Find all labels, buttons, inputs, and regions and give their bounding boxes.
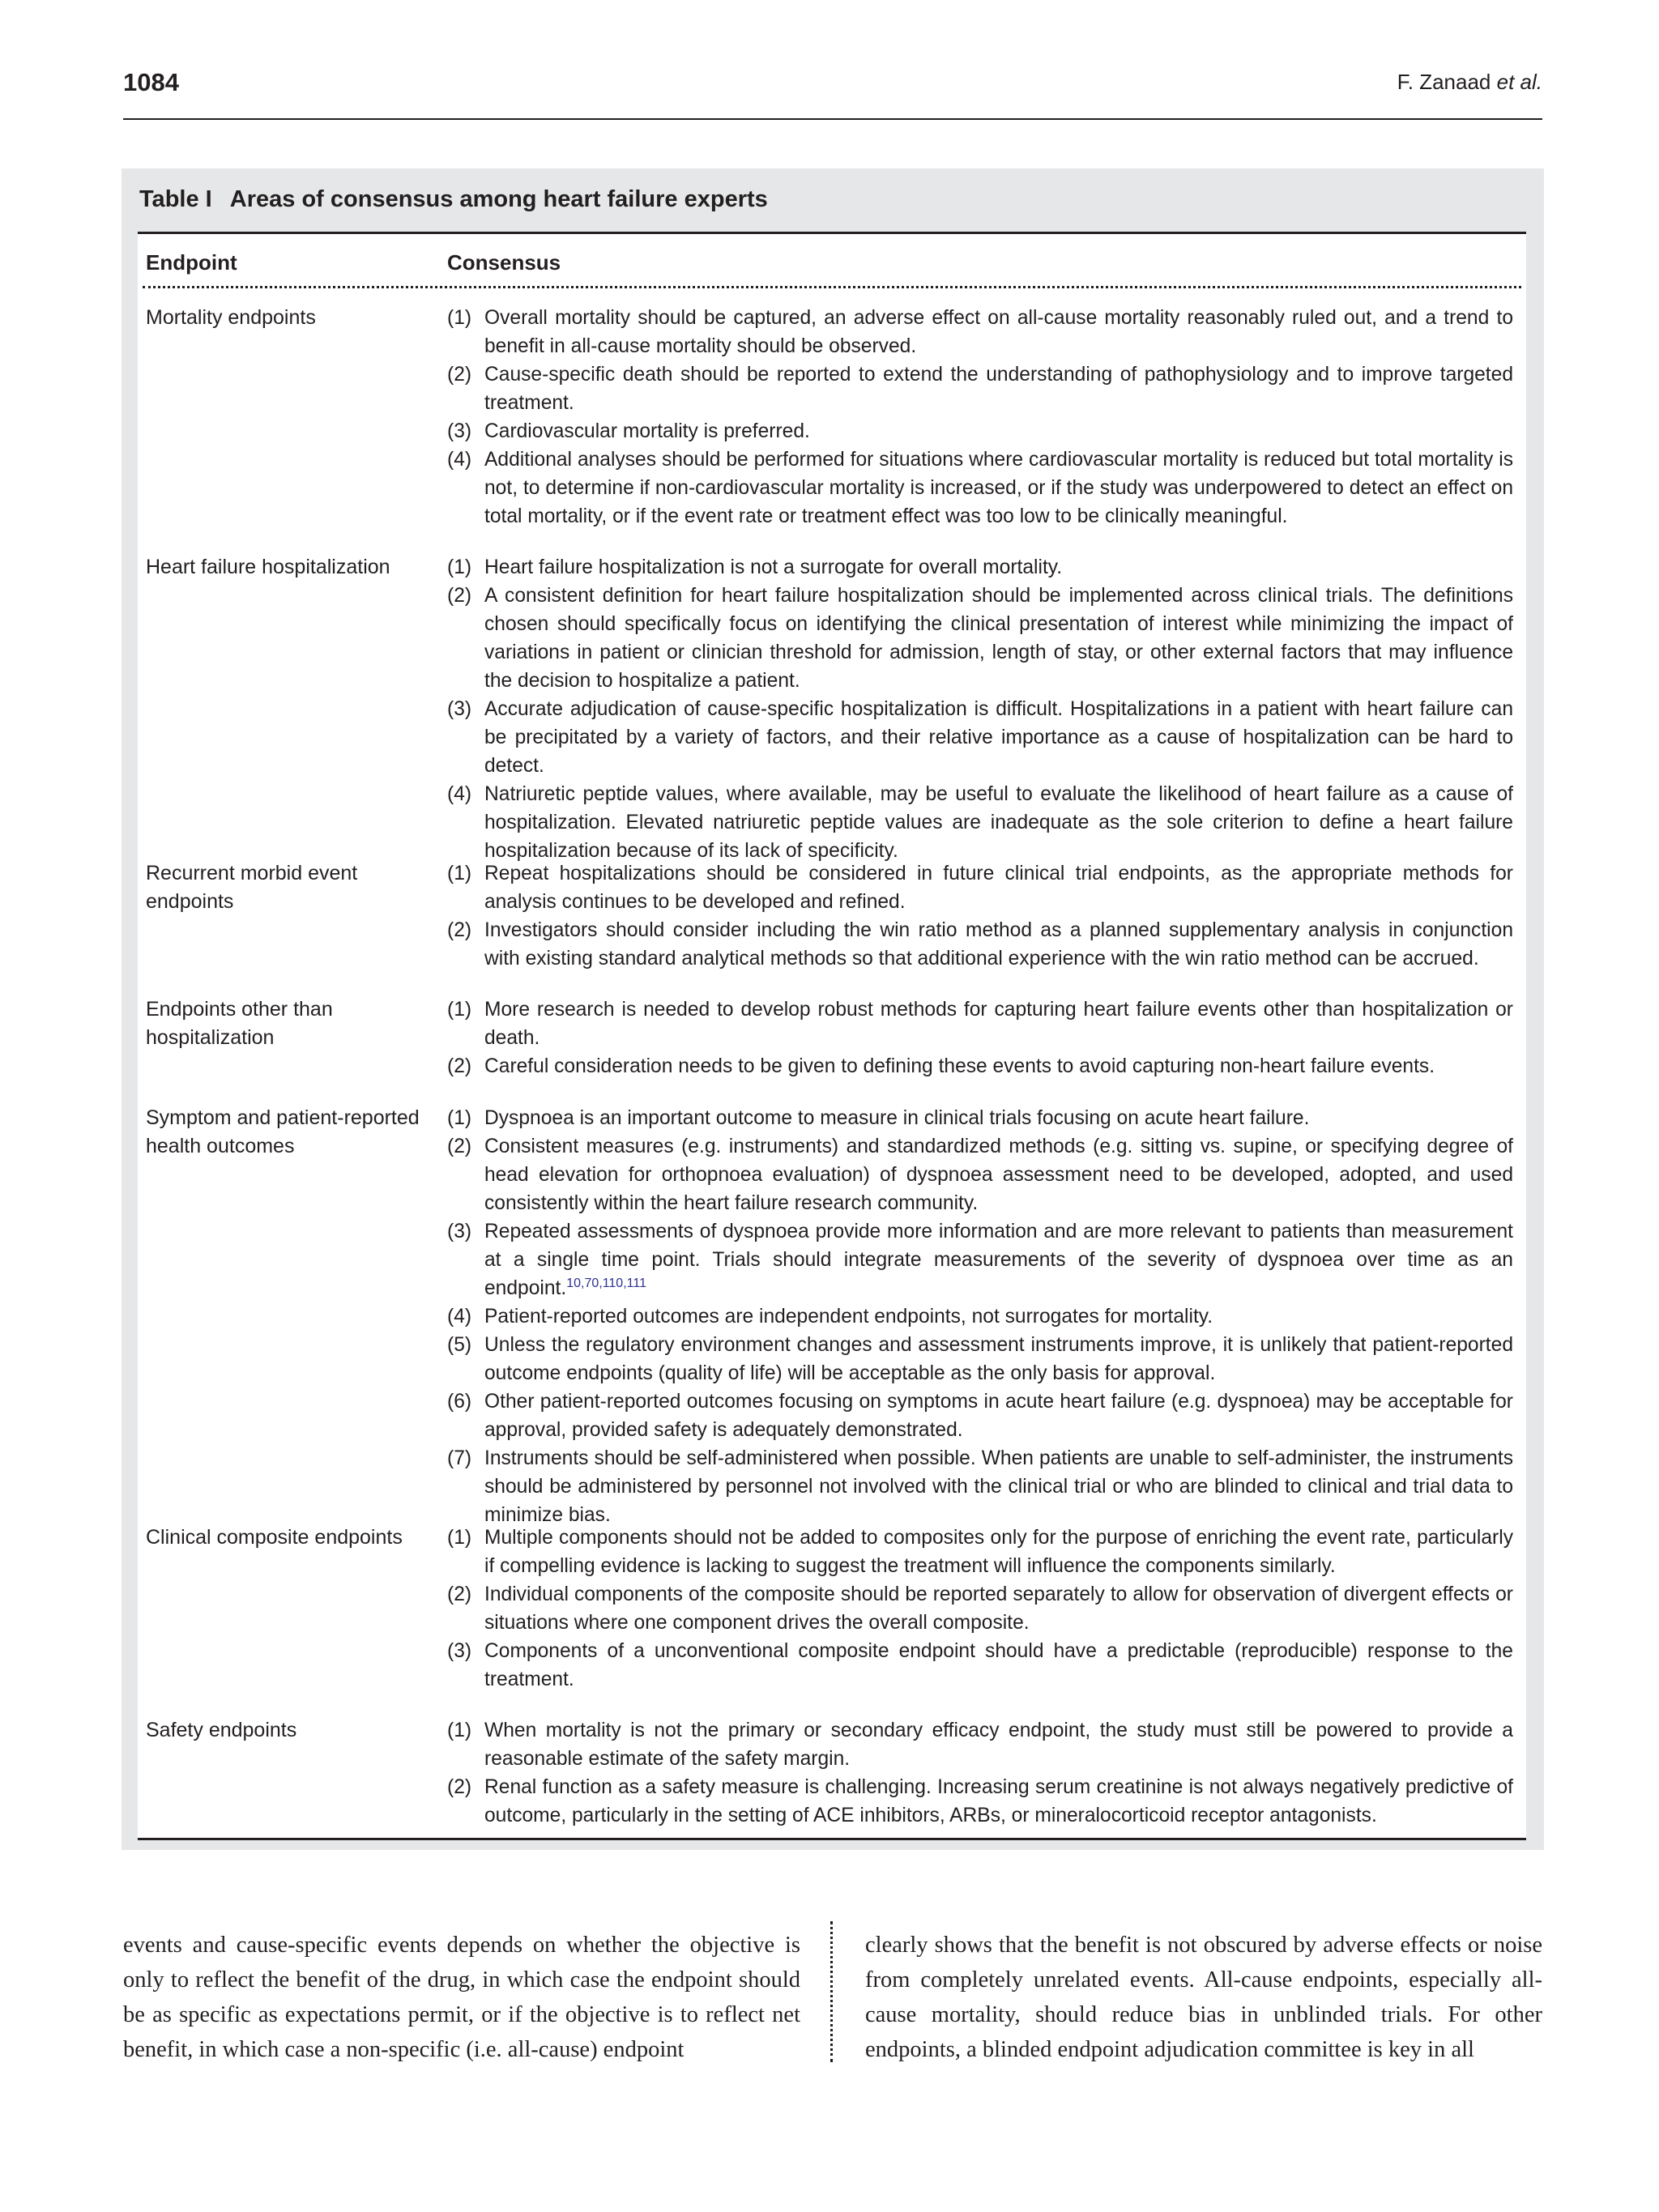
endpoint-label: Mortality endpoints: [146, 306, 316, 329]
consensus-item: (2) Investigators should consider including the win ratio method as a planned supplementary analysis in conjunction with existing standard analytical methods so that additional experience with the win ratio method can be accrued.: [447, 919, 1513, 970]
consensus-table: [138, 232, 1526, 1840]
endpoint-label: Clinical composite endpoints: [146, 1526, 403, 1549]
consensus-list: [447, 1524, 1513, 1694]
consensus-item: (3) Accurate adjudication of cause-specific hospitalization is difficult. Hospitalizations in a patient with heart failure can be precipitated by a variety of factors, and their relative importance as a cause of hospitalization can be hard to detect.: [447, 698, 1513, 777]
consensus-item: (1) Overall mortality should be captured, an adverse effect on all-cause mortality reasonably ruled out, and a trend to benefit in all-cause mortality should be observed.: [447, 307, 1513, 357]
consensus-list: [447, 1104, 1513, 1529]
consensus-item: (3) Cardiovascular mortality is preferred.: [447, 420, 810, 442]
endpoint-label: Recurrent morbid event endpoints: [146, 862, 358, 913]
consensus-item: (4) Patient-reported outcomes are independent endpoints, not surrogates for mortality.: [447, 1306, 1213, 1328]
consensus-item: (2) Consistent measures (e.g. instruments) and standardized methods (e.g. sitting vs. supine, or specifying degree of head elevation for orthopnoea evaluation) of dyspnoea assessment need to be developed, adopted, and used consistently within the heart failure research community.: [447, 1136, 1513, 1214]
table-caption: [139, 186, 768, 213]
consensus-list: [447, 1716, 1513, 1830]
consensus-list: [447, 553, 1513, 865]
consensus-item: (1) Dyspnoea is an important outcome to measure in clinical trials focusing on acute heart failure.: [447, 1107, 1310, 1129]
endpoint-label: Symptom and patient-reported health outcomes: [146, 1106, 420, 1157]
endpoint-label: Endpoints other than hospitalization: [146, 998, 333, 1049]
consensus-item: (1) When mortality is not the primary or secondary efficacy endpoint, the study must still be powered to provide a reasonable estimate of the safety margin.: [447, 1720, 1513, 1770]
running-head-et-al: et al.: [1496, 70, 1542, 94]
endpoint-label: Heart failure hospitalization: [146, 556, 390, 578]
table-panel: [122, 168, 1544, 1850]
column-divider: [830, 1921, 833, 2062]
running-head: [1397, 70, 1542, 95]
page-header: [123, 68, 1542, 120]
reference-citation[interactable]: 10,70,110,111: [566, 1276, 646, 1290]
header-dotted-rule: [143, 286, 1521, 288]
endpoint-label: Safety endpoints: [146, 1719, 297, 1741]
consensus-item: (7) Instruments should be self-administered when possible. When patients are unable to self-administer, the instruments should be administered by personnel not involved with the clinical trial or who are blinded to clinical and trial data to minimize bias.: [447, 1447, 1513, 1526]
body-text-left-column: events and cause-specific events depends on whether the objective is only to reflect the benefit of the drug, in which case the endpoint should be as specific as expectations permit, or if the objective is to reflect net benefit, in which case a non-specific (i.e. all-cause) endpoint: [123, 1933, 800, 2062]
column-header-endpoint: Endpoint: [146, 250, 237, 275]
consensus-item: (4) Natriuretic peptide values, where available, may be useful to evaluate the likelihood of heart failure as a cause of hospitalization. Elevated natriuretic peptide values are inadequate as the sole criterion to define a heart failure hospitalization because of its lack of specificity.: [447, 783, 1513, 862]
consensus-item: (4) Additional analyses should be performed for situations where cardiovascular mortality is reduced but total mortality is not, to determine if non-cardiovascular mortality is increased, or if the study was underpowered to detect an effect on total mortality, or if the event rate or treatment effect was too low to be clinically meaningful.: [447, 449, 1513, 527]
consensus-list: [447, 995, 1513, 1080]
consensus-item: (1) More research is needed to develop robust methods for capturing heart failure events other than hospitalization or death.: [447, 999, 1513, 1049]
consensus-item: (1) Repeat hospitalizations should be considered in future clinical trial endpoints, as the appropriate methods for analysis continues to be developed and refined.: [447, 863, 1513, 913]
consensus-item: (6) Other patient-reported outcomes focusing on symptoms in acute heart failure (e.g. dyspnoea) may be acceptable for approval, provided safety is adequately demonstrated.: [447, 1391, 1513, 1441]
consensus-item: (2) Renal function as a safety measure is challenging. Increasing serum creatinine is not always negatively predictive of outcome, particularly in the setting of ACE inhibitors, ARBs, or mineralocorticoid receptor antagonists.: [447, 1776, 1513, 1826]
consensus-item: (1) Multiple components should not be added to composites only for the purpose of enriching the event rate, particularly if compelling evidence is lacking to suggest the treatment will influence the components similarly.: [447, 1527, 1513, 1577]
consensus-list: [447, 859, 1513, 973]
table-label: Table I: [139, 186, 212, 212]
body-text-right-column: clearly shows that the benefit is not obscured by adverse effects or noise from completely unrelated events. All-cause endpoints, especially all-cause mortality, should reduce bias in unblinded trials. For other endpoints, a blinded endpoint adjudication committee is key in all: [865, 1933, 1542, 2062]
table-title: Areas of consensus among heart failure experts: [229, 186, 768, 212]
column-header-consensus: Consensus: [447, 250, 561, 275]
consensus-list: [447, 304, 1513, 531]
page-number: 1084: [123, 68, 179, 96]
consensus-item: (3) Repeated assessments of dyspnoea provide more information and are more relevant to patients than measurement at a single time point. Trials should integrate measurements of the severity of dyspnoea over time as an endpoint.$^{10,70,110,111}$: [447, 1221, 1513, 1299]
consensus-item: (2) A consistent definition for heart failure hospitalization should be implemented across clinical trials. The definitions chosen should specifically focus on identifying the clinical presentation of interest while minimizing the impact of variations in patient or clinician threshold for admission, length of stay, or other external factors that may influence the decision to hospitalize a patient.: [447, 585, 1513, 692]
consensus-item: (3) Components of a unconventional composite endpoint should have a predictable (reproducible) response to the treatment.: [447, 1640, 1513, 1690]
running-head-author: F. Zanaad: [1397, 70, 1497, 94]
consensus-item: (2) Cause-specific death should be reported to extend the understanding of pathophysiology and to improve targeted treatment.: [447, 364, 1513, 414]
consensus-item: (2) Careful consideration needs to be given to defining these events to avoid capturing non-heart failure events.: [447, 1055, 1435, 1077]
consensus-item: (2) Individual components of the composite should be reported separately to allow for observation of divergent effects or situations where one component drives the overall composite.: [447, 1583, 1513, 1634]
consensus-item: (5) Unless the regulatory environment changes and assessment instruments improve, it is unlikely that patient-reported outcome endpoints (quality of life) will be acceptable as the only basis for approval.: [447, 1334, 1513, 1384]
consensus-item: (1) Heart failure hospitalization is not a surrogate for overall mortality.: [447, 556, 1063, 578]
